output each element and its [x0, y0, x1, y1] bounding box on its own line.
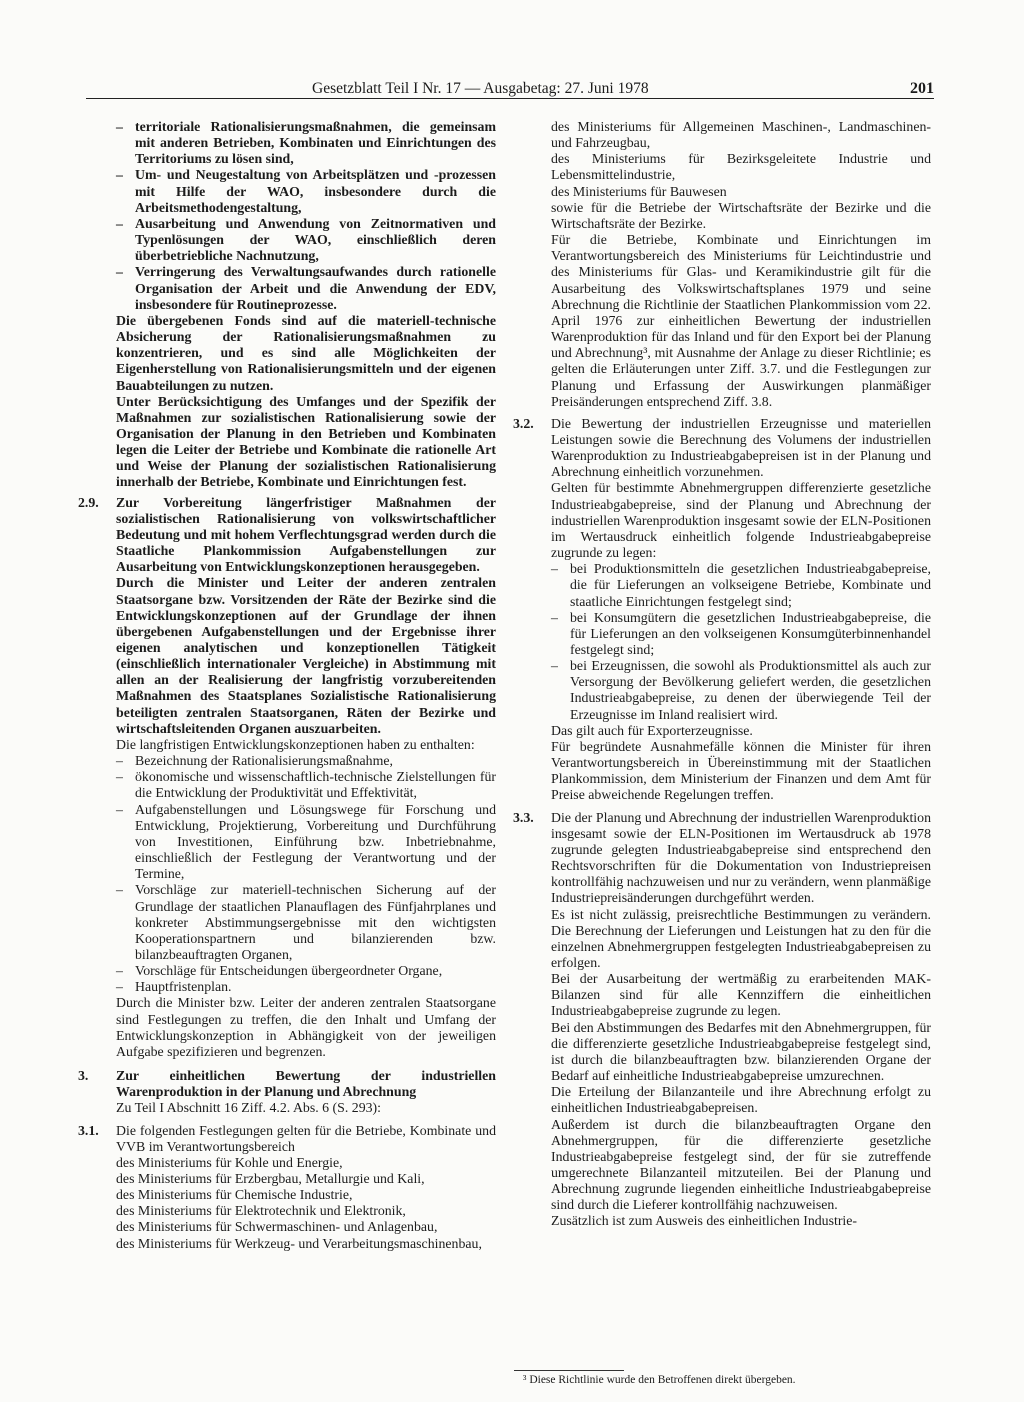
header-title: Gesetzblatt Teil I Nr. 17 — Ausgabetag: 27. Juni 1978	[312, 80, 649, 97]
list-item: des Ministeriums für Werkzeug- und Verarbeitungsmaschinenbau,	[116, 1235, 482, 1251]
paragraph: Die der Planung und Abrechnung der industriellen Warenproduktion insgesamt sowie der ELN-Positionen im Wertausdruck ab 1978 zugrunde gelegten Industrieabgabepreise sind entsprechend den Rechtsvorschriften für die Dokumentation von Industriepreisen kontrollfähig nachzuweisen und nur zu verändern, wenn planmäßige Industriepreisänderungen durchgeführt werden.	[551, 809, 931, 906]
rationalisation-measures-list	[116, 119, 496, 313]
list-item: – bei Produktionsmitteln die gesetzlichen Industrieabgabepreise, die für Lieferungen an volkseigene Betriebe, Kombinate und staatliche Einrichtungen festgelegt sind;	[551, 561, 931, 609]
section-3-2	[513, 416, 931, 804]
list-item: – Ausarbeitung und Anwendung von Zeitnormativen und Typenlösungen der WAO, einschließlich deren überbetriebliche Nachnutzung,	[116, 216, 496, 264]
section-reference: Zu Teil I Abschnitt 16 Ziff. 4.2. Abs. 6 (S. 293):	[116, 1100, 382, 1116]
page-number: 201	[910, 80, 934, 97]
section-3-1	[78, 1123, 496, 1252]
paragraph: Durch die Minister und Leiter der anderen zentralen Staatsorgane bzw. Vorsitzenden der Räte der Bezirke sind die Entwicklungskonzeptionen auf der Grundlage der ihnen übergebenen Aufgabenstellungen und der Ergebnisse ihrer eigenen analytischen und konzeptionellen Tätigkeit (einschließlich internationaler Vergleiche) in Abstimmung mit allen an der Realisierung der langfristig vorzubereitenden Maßnahmen des Staatsplanes Sozialistische Rationalisierung beteiligten zentralen Staatsorganen, Räten der Bezirke und wirtschaftsleitenden Organen auszuarbeiten.	[116, 575, 496, 736]
paragraph: Die Erteilung der Bilanzanteile und ihre Abrechnung erfolgt zu einheitlichen Industrieabgabepreisen.	[551, 1084, 931, 1116]
section-heading: Zur einheitlichen Bewertung der industriellen Warenproduktion in der Planung und Abrechnung	[116, 1068, 496, 1100]
list-item: des Ministeriums für Erzbergbau, Metallurgie und Kali,	[116, 1171, 425, 1186]
section-number: 3.2.	[513, 415, 534, 431]
section-3	[78, 1068, 496, 1116]
paragraph: Es ist nicht zulässig, preisrechtliche Bestimmungen zu verändern. Die Berechnung der Lieferungen und Leistungen hat zu den für die einzelnen Abnehmergruppen festgelegten Industrieabgabepreisen zu erfolgen.	[551, 906, 931, 970]
paragraph: Die langfristigen Entwicklungskonzeptionen haben zu enthalten:	[116, 736, 475, 752]
section-number: 3.	[78, 1068, 89, 1084]
list-item: des Ministeriums für Allgemeinen Maschinen-, Landmaschinen- und Fahrzeugbau,	[551, 119, 931, 151]
list-item: – Bezeichnung der Rationalisierungsmaßnahme,	[116, 753, 496, 769]
section-number: 3.3.	[513, 809, 534, 825]
paragraph-umfang: Unter Berücksichtigung des Umfanges und der Spezifik der Maßnahmen zur sozialistischen Rationalisierung sowie der Organisation der Planung in den Betrieben und Kombinaten legen die Leiter der Betriebe und Kombinate die rationelle Art und Weise der Planung der sozialistischen Rationalisierung innerhalb der Betriebe, Kombinate und Einrichtungen fest.	[116, 393, 496, 490]
list-item: – Um- und Neugestaltung von Arbeitsplätzen und -prozessen mit Hilfe der WAO, insbesondere durch die Arbeitsmethodengestaltung,	[116, 167, 496, 215]
list-item: des Ministeriums für Bauwesen	[551, 183, 727, 199]
list-item: – ökonomische und wissenschaftlich-technische Zielstellungen für die Entwicklung der Produktivität und Effektivität,	[116, 769, 496, 801]
paragraph-fonds: Die übergebenen Fonds sind auf die materiell-technische Absicherung der Rationalisierungsmaßnahmen zu konzentrieren, und es sind alle Möglichkeiten der Eigenherstellung von Rationalisierungsmitteln und der eigenen Bauabteilungen zu nutzen.	[116, 312, 496, 393]
paragraph: Für begründete Ausnahmefälle können die Minister für ihren Verantwortungsbereich in Übereinstimmung mit der Staatlichen Plankommission, dem Ministerium der Finanzen und dem Amt für Preise abweichende Regelungen treffen.	[551, 738, 931, 803]
paragraph: Für die Betriebe, Kombinate und Einrichtungen im Verantwortungsbereich des Ministeriums für Leichtindustrie und des Ministeriums für Glas- und Keramikindustrie gilt für die Ausarbeitung des Volkswirtschaftsplanes 1979 und seine Abrechnung die Richtlinie der Staatlichen Plankommission vom 22. April 1976 zur einheitlichen Bewertung der industriellen Warenproduktion für das Inland und für den Export bei der Planung und Abrechnung³, mit Ausnahme der Anlage zu dieser Richtlinie; es gelten die Erläuterungen unter Ziff. 3.7. und die Festlegungen zur Planung und Erfassung der Auswirkungen planmäßiger Preisänderungen entsprechend Ziff. 3.8.	[551, 232, 931, 409]
paragraph: Die Bewertung der industriellen Erzeugnisse und materiellen Leistungen sowie die Berechnung des Volumens der industriellen Warenproduktion zu Industrieabgabepreisen ist in der Planung und Abrechnung einheitlich vorzunehmen.	[551, 415, 931, 480]
list-item: des Ministeriums für Elektrotechnik und Elektronik,	[116, 1203, 406, 1219]
list-item: – Aufgabenstellungen und Lösungswege für Forschung und Entwicklung, Projektierung, Vorbereitung und Durchführung von Investitionen, Einführung bzw. Inbetriebnahme, einschließlich der Festlegung der Verantwortung und der Termine,	[116, 802, 496, 883]
section-number: 3.1.	[78, 1122, 99, 1138]
paragraph: Bei den Abstimmungen des Bedarfes mit den Abnehmergruppen, für die differenzierte gesetzliche Industrieabgabepreise festgelegt sind, ist durch die bilanzbeauftragten bzw. bilanzierenden Organe der Bedarf auf einheitliche Industrieabgabepreise umzurechnen.	[551, 1019, 931, 1084]
list-item: des Ministeriums für Schwermaschinen- und Anlagenbau,	[116, 1219, 438, 1235]
section-2-9	[78, 495, 496, 1060]
price-rules-list	[551, 561, 931, 723]
paragraph: Zusätzlich ist zum Ausweis des einheitlichen Industrie-	[551, 1213, 858, 1229]
paragraph: Gelten für bestimmte Abnehmergruppen differenzierte gesetzliche Industrieabgabepreise, sind der Planung und Abrechnung der industriellen Warenproduktion insgesamt sowie der ELN-Positionen im Wertausdruck einheitlich folgende Industrieabgabepreise zugrunde zu legen:	[551, 480, 931, 561]
concept-contents-list	[116, 753, 496, 995]
list-item: des Ministeriums für Kohle und Energie,	[116, 1154, 343, 1170]
list-item: – Vorschläge zur materiell-technischen Sicherung auf der Grundlage der staatlichen Planauflagen des Fünfjahrplanes und konkreter Abstimmungsergebnisse mit den wichtigsten Kooperationspartnern und bilanzierenden bzw. bilanzbeauftragten Organen,	[116, 882, 496, 963]
ministries-list	[116, 1123, 496, 1252]
section-3-3	[513, 810, 931, 1230]
header-rule	[86, 98, 934, 99]
paragraph: Zur Vorbereitung längerfristiger Maßnahmen der sozialistischen Rationalisierung von volkswirtschaftlicher Bedeutung und mit hohem Verflechtungsgrad werden durch die Staatliche Plankommission Aufgabenstellungen zur Ausarbeitung von Entwicklungskonzeptionen herausgegeben.	[116, 494, 496, 575]
list-item: – Verringerung des Verwaltungsaufwandes durch rationelle Organisation der Arbeit und die Anwendung der EDV, insbesondere für Routineprozesse.	[116, 264, 496, 312]
list-item: – bei Konsumgütern die gesetzlichen Industrieabgabepreise, die für Lieferungen an den volkseigenen Konsumgüterbinnenhandel festgelegt sind;	[551, 610, 931, 658]
list-item: Die folgenden Festlegungen gelten für die Betriebe, Kombinate und VVB im Verantwortungsbereich	[116, 1122, 496, 1154]
paragraph: Durch die Minister bzw. Leiter der anderen zentralen Staatsorgane sind Festlegungen zu treffen, die den Inhalt und Umfang der Entwicklungskonzeption in Abhängigkeit von der jeweiligen Aufgabe spezifizieren und begrenzen.	[116, 995, 496, 1059]
paragraph: Außerdem ist durch die bilanzbeauftragten Organe den Abnehmergruppen, für die differenzierte gesetzliche Industrieabgabepreise festgelegt sind, der für sie zutreffende umgerechnete Bilanzanteil mitzuteilen. Bei der Planung und Abrechnung zugrunde liegenden einheitliche Industrieabgabepreise sind durch die Lieferer kontrollfähig nachzuweisen.	[551, 1116, 931, 1213]
list-item: – Vorschläge für Entscheidungen übergeordneter Organe,	[116, 963, 496, 979]
list-item: – bei Erzeugnissen, die sowohl als Produktionsmittel als auch zur Versorgung der Bevölkerung geliefert werden, die gesetzlichen Industrieabgabepreise, zu denen der überwiegende Teil der Erzeugnisse im Inland realisiert wird.	[551, 658, 931, 723]
ministries-list-continued	[551, 119, 931, 232]
footnote-rule	[514, 1370, 624, 1371]
section-number: 2.9.	[78, 494, 99, 510]
list-item: sowie für die Betriebe der Wirtschaftsräte der Bezirke und die Wirtschaftsräte der Bezirke.	[551, 199, 931, 231]
right-column	[513, 119, 931, 1230]
section-3-1-continuation	[513, 119, 931, 410]
list-item: des Ministeriums für Bezirksgeleitete Industrie und Lebensmittelindustrie,	[551, 151, 931, 183]
paragraph: Bei der Ausarbeitung der wertmäßig zu erarbeitenden MAK-Bilanzen sind für alle Kennziffern die einheitlichen Industrieabgabepreise zugrunde zu legen.	[551, 971, 931, 1019]
left-column	[78, 119, 496, 1252]
section-2-8-continuation	[78, 119, 496, 491]
footnote: ³ Diese Richtlinie wurde den Betroffenen direkt übergeben.	[523, 1374, 796, 1386]
list-item: – Hauptfristenplan.	[116, 979, 496, 995]
list-item: – territoriale Rationalisierungsmaßnahmen, die gemeinsam mit anderen Betrieben, Kombinaten und Einrichtungen des Territoriums zu lösen sind,	[116, 119, 496, 167]
paragraph: Das gilt auch für Exporterzeugnisse.	[551, 722, 753, 738]
page-header	[86, 80, 934, 100]
list-item: des Ministeriums für Chemische Industrie,	[116, 1187, 353, 1203]
